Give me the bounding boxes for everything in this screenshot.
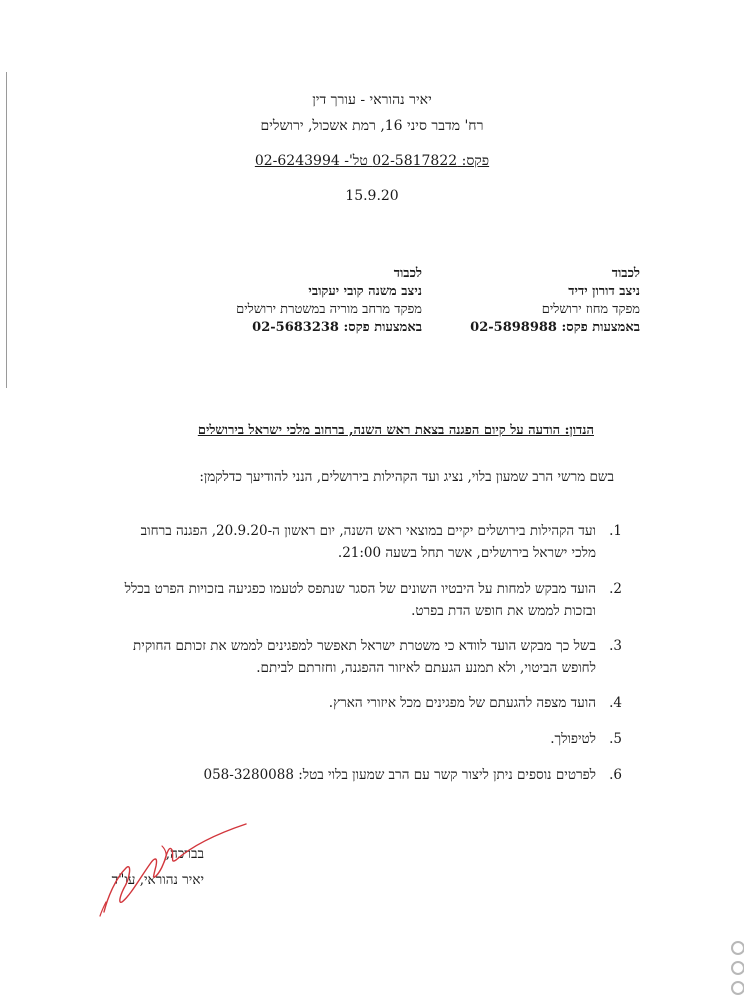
list-item [122,764,622,786]
letter-subject: הנדון: הודעה על קיום הפגנה בצאת ראש השנה, ברחוב מלכי ישראל בירושלים [197,423,594,438]
list-item-number: 2. [609,581,622,597]
recipient-left [236,265,422,337]
list-item [122,520,622,564]
recipient-right-fax: באמצעות פקס: 02-5898988 [470,320,640,335]
recipient-left-name: ניצב משנה קובי יעקובי [308,284,422,299]
handwritten-signature [96,816,256,920]
list-item-number: 1. [609,523,622,539]
letterhead-address: רח' מדבר סיני 16, רמת אשכול, ירושלים [260,118,484,134]
list-item [122,578,622,622]
letterhead-fax-phone: פקס: 02-5817822 טל'- 02-6243994 [254,153,490,169]
recipient-right [470,265,640,337]
letterhead-name: יאיר נהוראי - עורך דין [312,92,432,108]
list-item-text: בשל כך מבקש הועד לוודא כי משטרת ישראל תאפשר למפגינים לממש את זכותם החוקית לחופש הביטוי, ולא תמנע הגעתם לאיזור ההפגנה, וחזרתם לביתם. [133,638,596,676]
recipient-left-role: מפקד מרחב מוריה במשטרת ירושלים [236,302,422,317]
recipient-right-role: מפקד מחוז ירושלים [541,302,640,317]
list-item-text: הועד מבקש למחות על היבטיו השונים של הסגר שנתפס לטעמו כפגיעה בזכויות הפרט בכלל ובזכות לממש את חופש הדת בפרט. [124,581,596,619]
signature-name: יאיר נהוראי, עו"ד [111,872,204,888]
letter-intro: בשם מרשי הרב שמעון בלוי, נציג ועד הקהילות בירושלים, הנני להודיעך כדלקמן: [199,469,614,485]
recipient-left-salutation: לכבוד [393,266,422,281]
list-item-number: 4. [609,695,622,711]
list-item-number: 5. [609,731,622,747]
letterhead-contact-row [0,153,744,170]
list-item-text: הועד מצפה להגעתם של מפגינים מכל איזורי הארץ. [328,695,596,711]
recipient-right-salutation: לכבוד [611,266,640,281]
list-item [122,635,622,679]
list-item [122,692,622,714]
list-item-number: 3. [609,638,622,654]
list-item-text: ועד הקהילות בירושלים יקיים במוצאי ראש השנה, יום ראשון ה-20.9.20, הפגנה ברחוב מלכי ישראל בירושלים, אשר תחל בשעה 21:00. [140,523,596,561]
binder-rings-icon [724,940,744,1000]
list-item-number: 6. [609,767,622,783]
recipient-left-fax: באמצעות פקס: 02-5683238 [252,320,422,335]
signature-closing: בברכה, [165,846,204,862]
list-item-text: לפרטים נוספים ניתן ליצור קשר עם הרב שמעון בלוי בטל: 058-3280088 [203,767,596,783]
letter-date: 15.9.20 [345,188,399,204]
list-item-text: לטיפולך. [550,731,596,747]
list-item [122,728,622,750]
recipient-right-name: ניצב דורון ידיד [568,284,640,299]
